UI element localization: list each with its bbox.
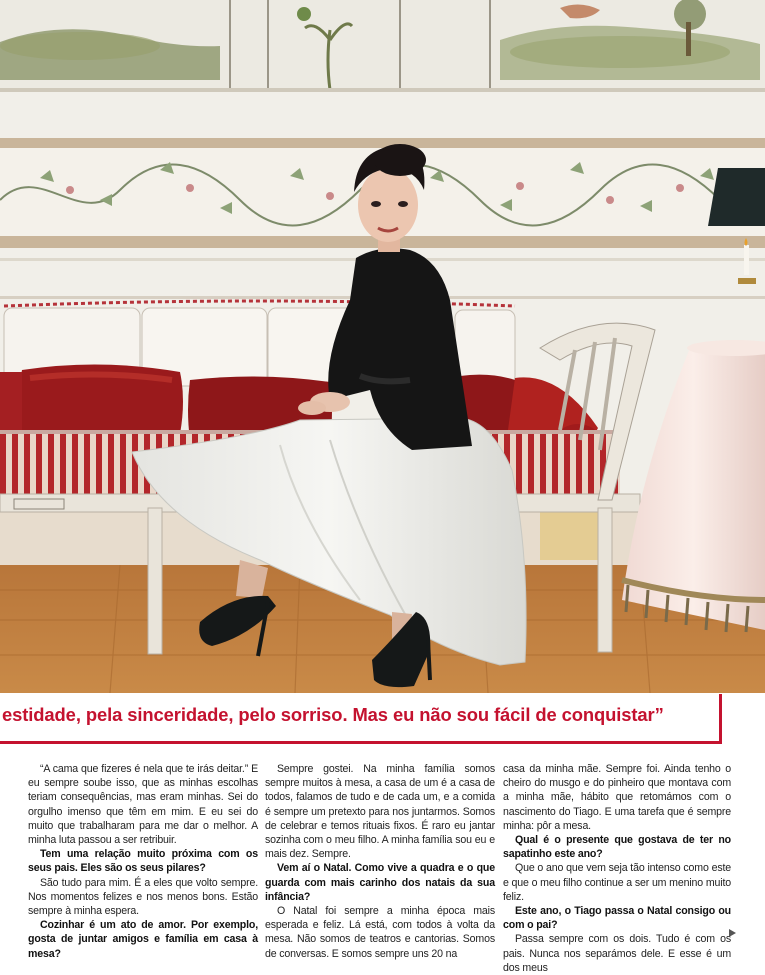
interview-question: Este ano, o Tiago passa o Natal consigo ou com o pai? [503, 905, 731, 932]
pull-quote-box [0, 694, 722, 744]
interview-question: Vem aí o Natal. Como vive a quadra e o que guarda com mais carinho dos natais da sua infância? [265, 862, 495, 903]
answer-paragraph: O Natal foi sempre a minha época mais esperada e feliz. Lá está, com todos à volta da mesa. Não somos de teatros e cantorias. Somos de conversas. E somos sempre uns 20 na [265, 905, 495, 960]
article-column-2 [265, 762, 495, 961]
interview-question: Cozinhar é um ato de amor. Por exemplo, gosta de juntar amigos e família em casa à mesa? [28, 919, 258, 960]
interview-question: Qual é o presente que gostava de ter no sapatinho este ano? [503, 834, 731, 861]
article-column-3 [503, 762, 731, 975]
article-column-1 [28, 762, 258, 961]
answer-paragraph: Passa sempre com os dois. Tudo é com os pais. Nunca nos separámos dele. E esse é um dos meus [503, 933, 731, 974]
answer-paragraph: São tudo para mim. É a eles que volto sempre. Nos momentos felizes e nos menos bons. Estão sempre à minha espera. [28, 876, 258, 918]
answer-paragraph: casa da minha mãe. Sempre foi. Ainda tenho o cheiro do musgo e do pinheiro que montava com a minha mãe, hábito que retomámos com o nascimento do Tiago. E uma tarefa que é sempre minha: pôr a mesa. [503, 763, 731, 832]
answer-paragraph: Sempre gostei. Na minha família somos sempre muitos à mesa, a casa de um é a casa de todos, falamos de tudo e de cada um, e a comida é sempre um pretexto para nos juntarmos. Somos de celebrar e temos rituais fixos. É raro eu jantar sozinha com o meu filho. A minha família sou eu e mais dez. Sempre. [265, 763, 495, 861]
interview-question: Tem uma relação muito próxima com os seus pais. Eles são os seus pilares? [28, 848, 258, 875]
answer-paragraph: “A cama que fizeres é nela que te irás deitar.” E eu sempre soube isso, que as minhas escolhas teriam consequências, mas eram minhas. Sei do orgulho imenso que têm em mim. E eu sei do muito que trabalharam para me dar o melhor. A minha luta passou a ser retribuir. [28, 763, 258, 847]
article-body [0, 762, 765, 974]
continue-arrow-icon [729, 929, 736, 937]
answer-paragraph: Que o ano que vem seja tão intenso como este e que o meu filho continue a ser um menino muito feliz. [503, 862, 731, 903]
pull-quote: estidade, pela sinceridade, pelo sorriso. Mas eu não sou fácil de conquistar” [2, 704, 664, 725]
